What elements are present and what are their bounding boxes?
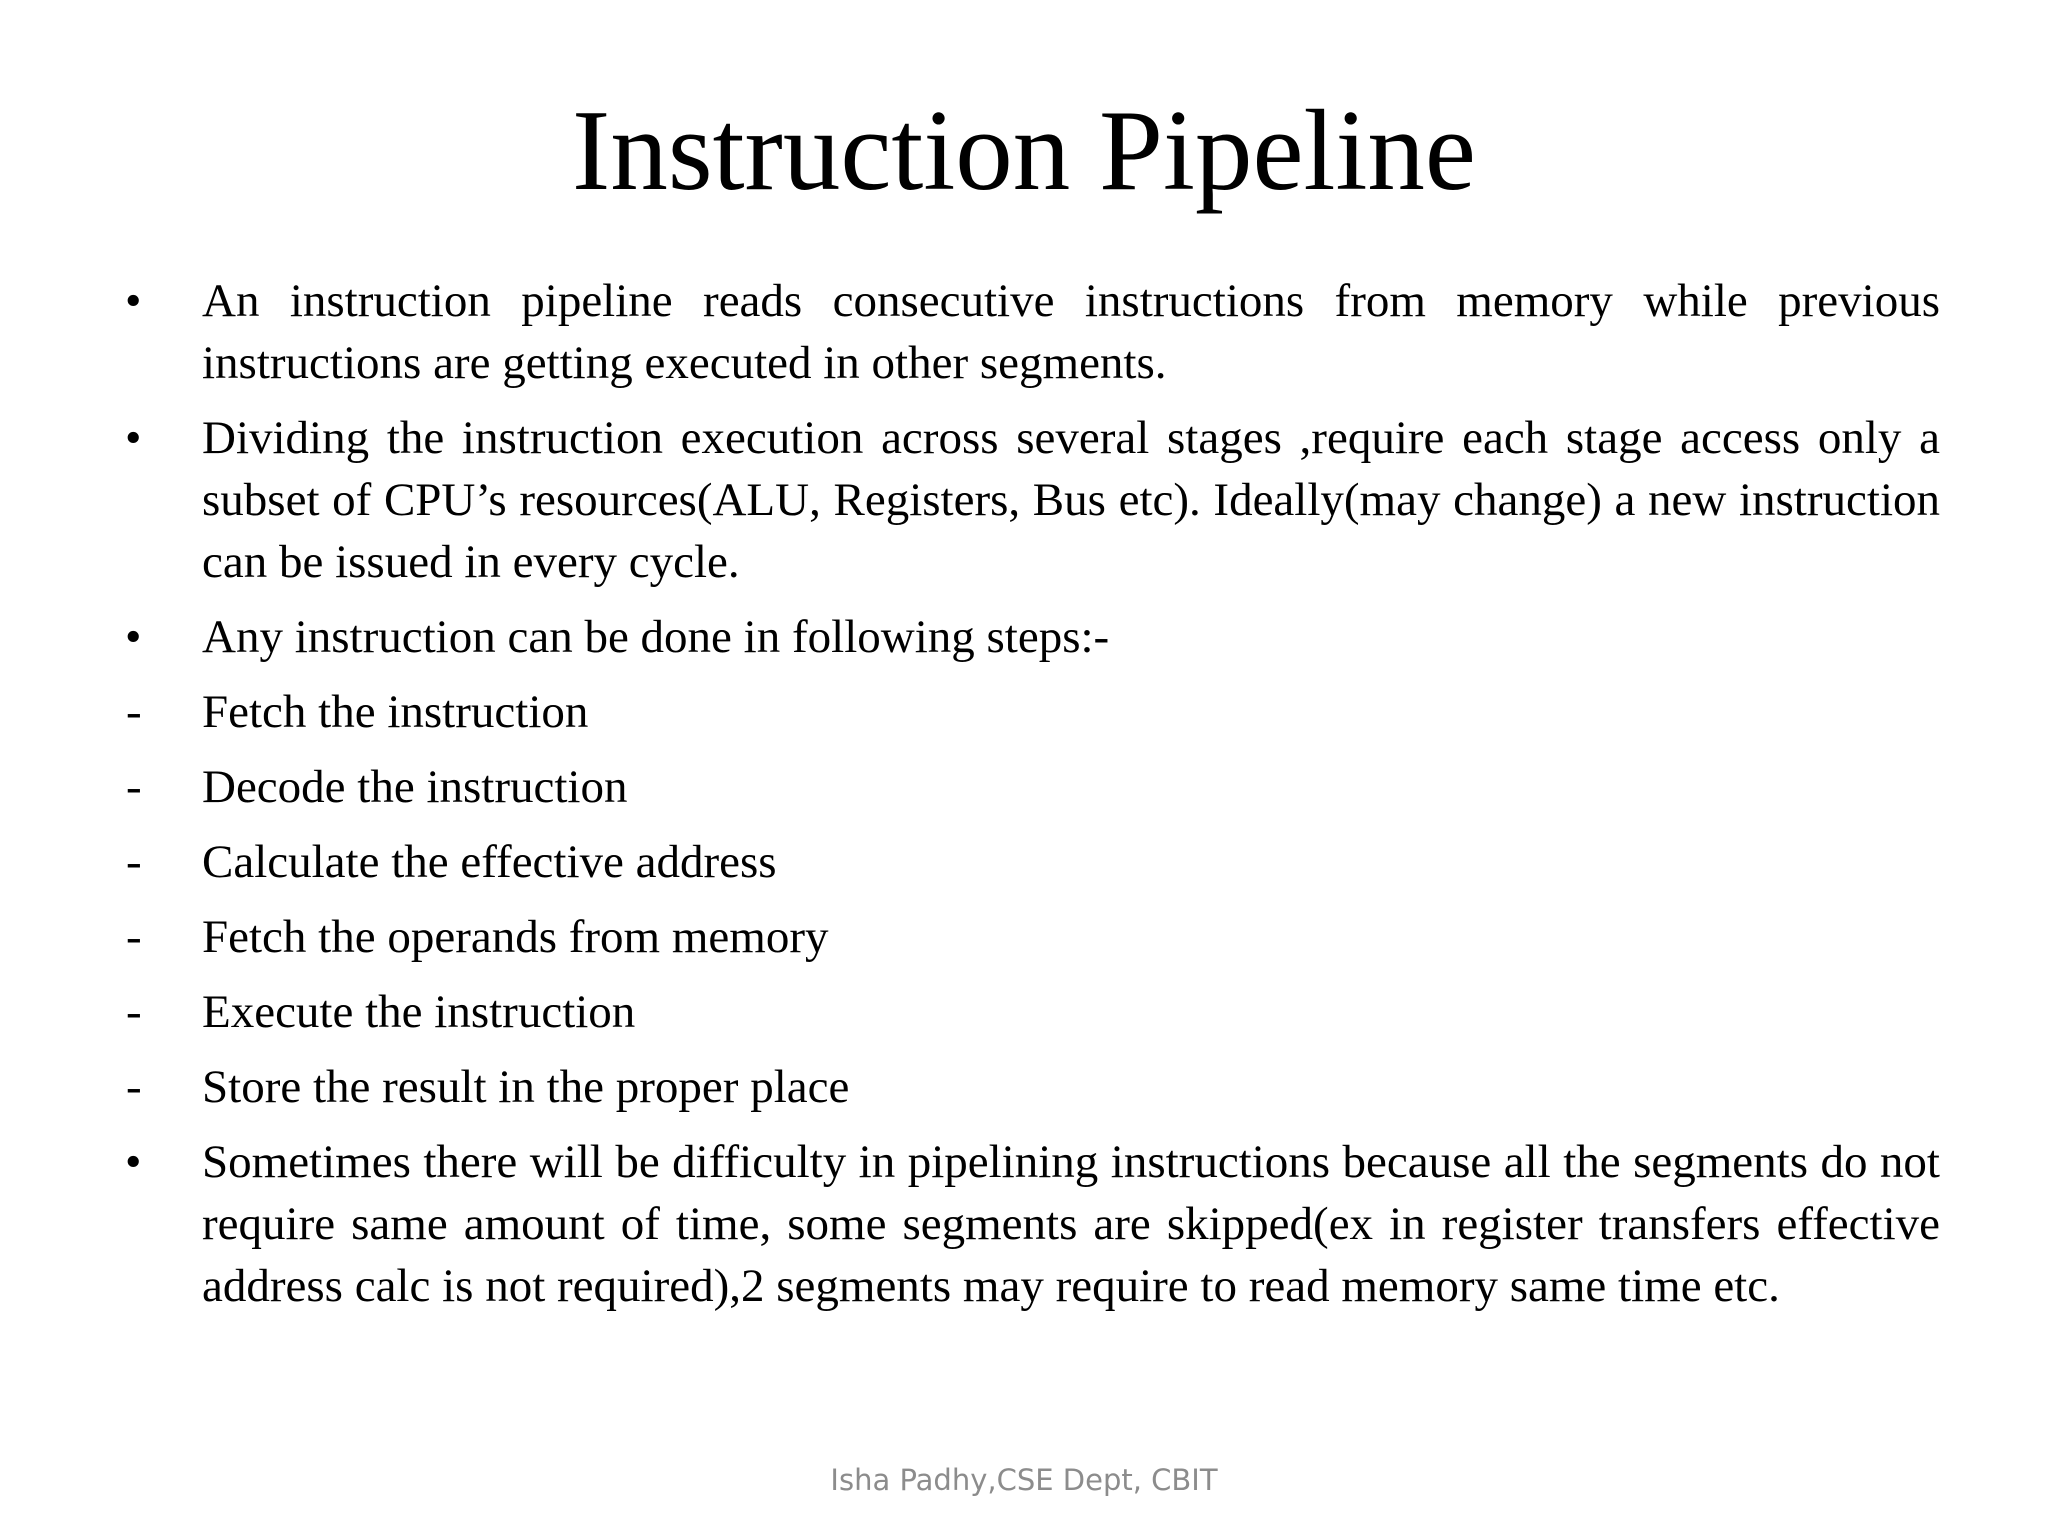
step-item	[120, 831, 1940, 893]
list-item	[120, 407, 1940, 593]
slide-footer: Isha Padhy,CSE Dept, CBIT	[830, 1463, 1218, 1497]
list-item	[120, 1131, 1940, 1317]
step-item	[120, 981, 1940, 1043]
dash-marker: -	[126, 836, 142, 888]
dash-marker: -	[126, 911, 142, 963]
list-item-text: Any instruction can be done in following steps:-	[202, 611, 1110, 663]
list-item	[120, 270, 1940, 394]
list-item-text: An instruction pipeline reads consecutive instructions from memory while previous instructions are getting executed in other segments.	[202, 275, 1940, 389]
bullet-marker: •	[125, 611, 142, 663]
step-item	[120, 681, 1940, 743]
dash-marker: -	[126, 686, 142, 738]
step-text: Decode the instruction	[202, 761, 628, 813]
dash-marker: -	[126, 1061, 142, 1113]
slide-title: Instruction Pipeline	[572, 87, 1476, 214]
dash-marker: -	[126, 761, 142, 813]
step-text: Calculate the effective address	[202, 836, 777, 888]
bullet-marker: •	[125, 275, 142, 327]
bullet-marker: •	[125, 1136, 142, 1188]
step-text: Fetch the instruction	[202, 686, 589, 738]
step-item	[120, 1056, 1940, 1118]
step-item	[120, 756, 1940, 818]
bullet-list	[120, 270, 1940, 1330]
step-item	[120, 906, 1940, 968]
list-item-text: Dividing the instruction execution across several stages ,require each stage access only a subset of CPU’s resources(ALU, Registers, Bus etc). Ideally(may change) a new instruction can be issued in every cycle.	[202, 412, 1940, 588]
list-item-text: Sometimes there will be difficulty in pipelining instructions because all the segments do not require same amount of time, some segments are skipped(ex in register transfers effective address calc is not required),2 segments may require to read memory same time etc.	[202, 1136, 1940, 1312]
bullet-marker: •	[125, 412, 142, 464]
dash-marker: -	[126, 986, 142, 1038]
step-text: Fetch the operands from memory	[202, 911, 829, 963]
list-item	[120, 606, 1940, 668]
step-text: Store the result in the proper place	[202, 1061, 850, 1113]
step-text: Execute the instruction	[202, 986, 636, 1038]
